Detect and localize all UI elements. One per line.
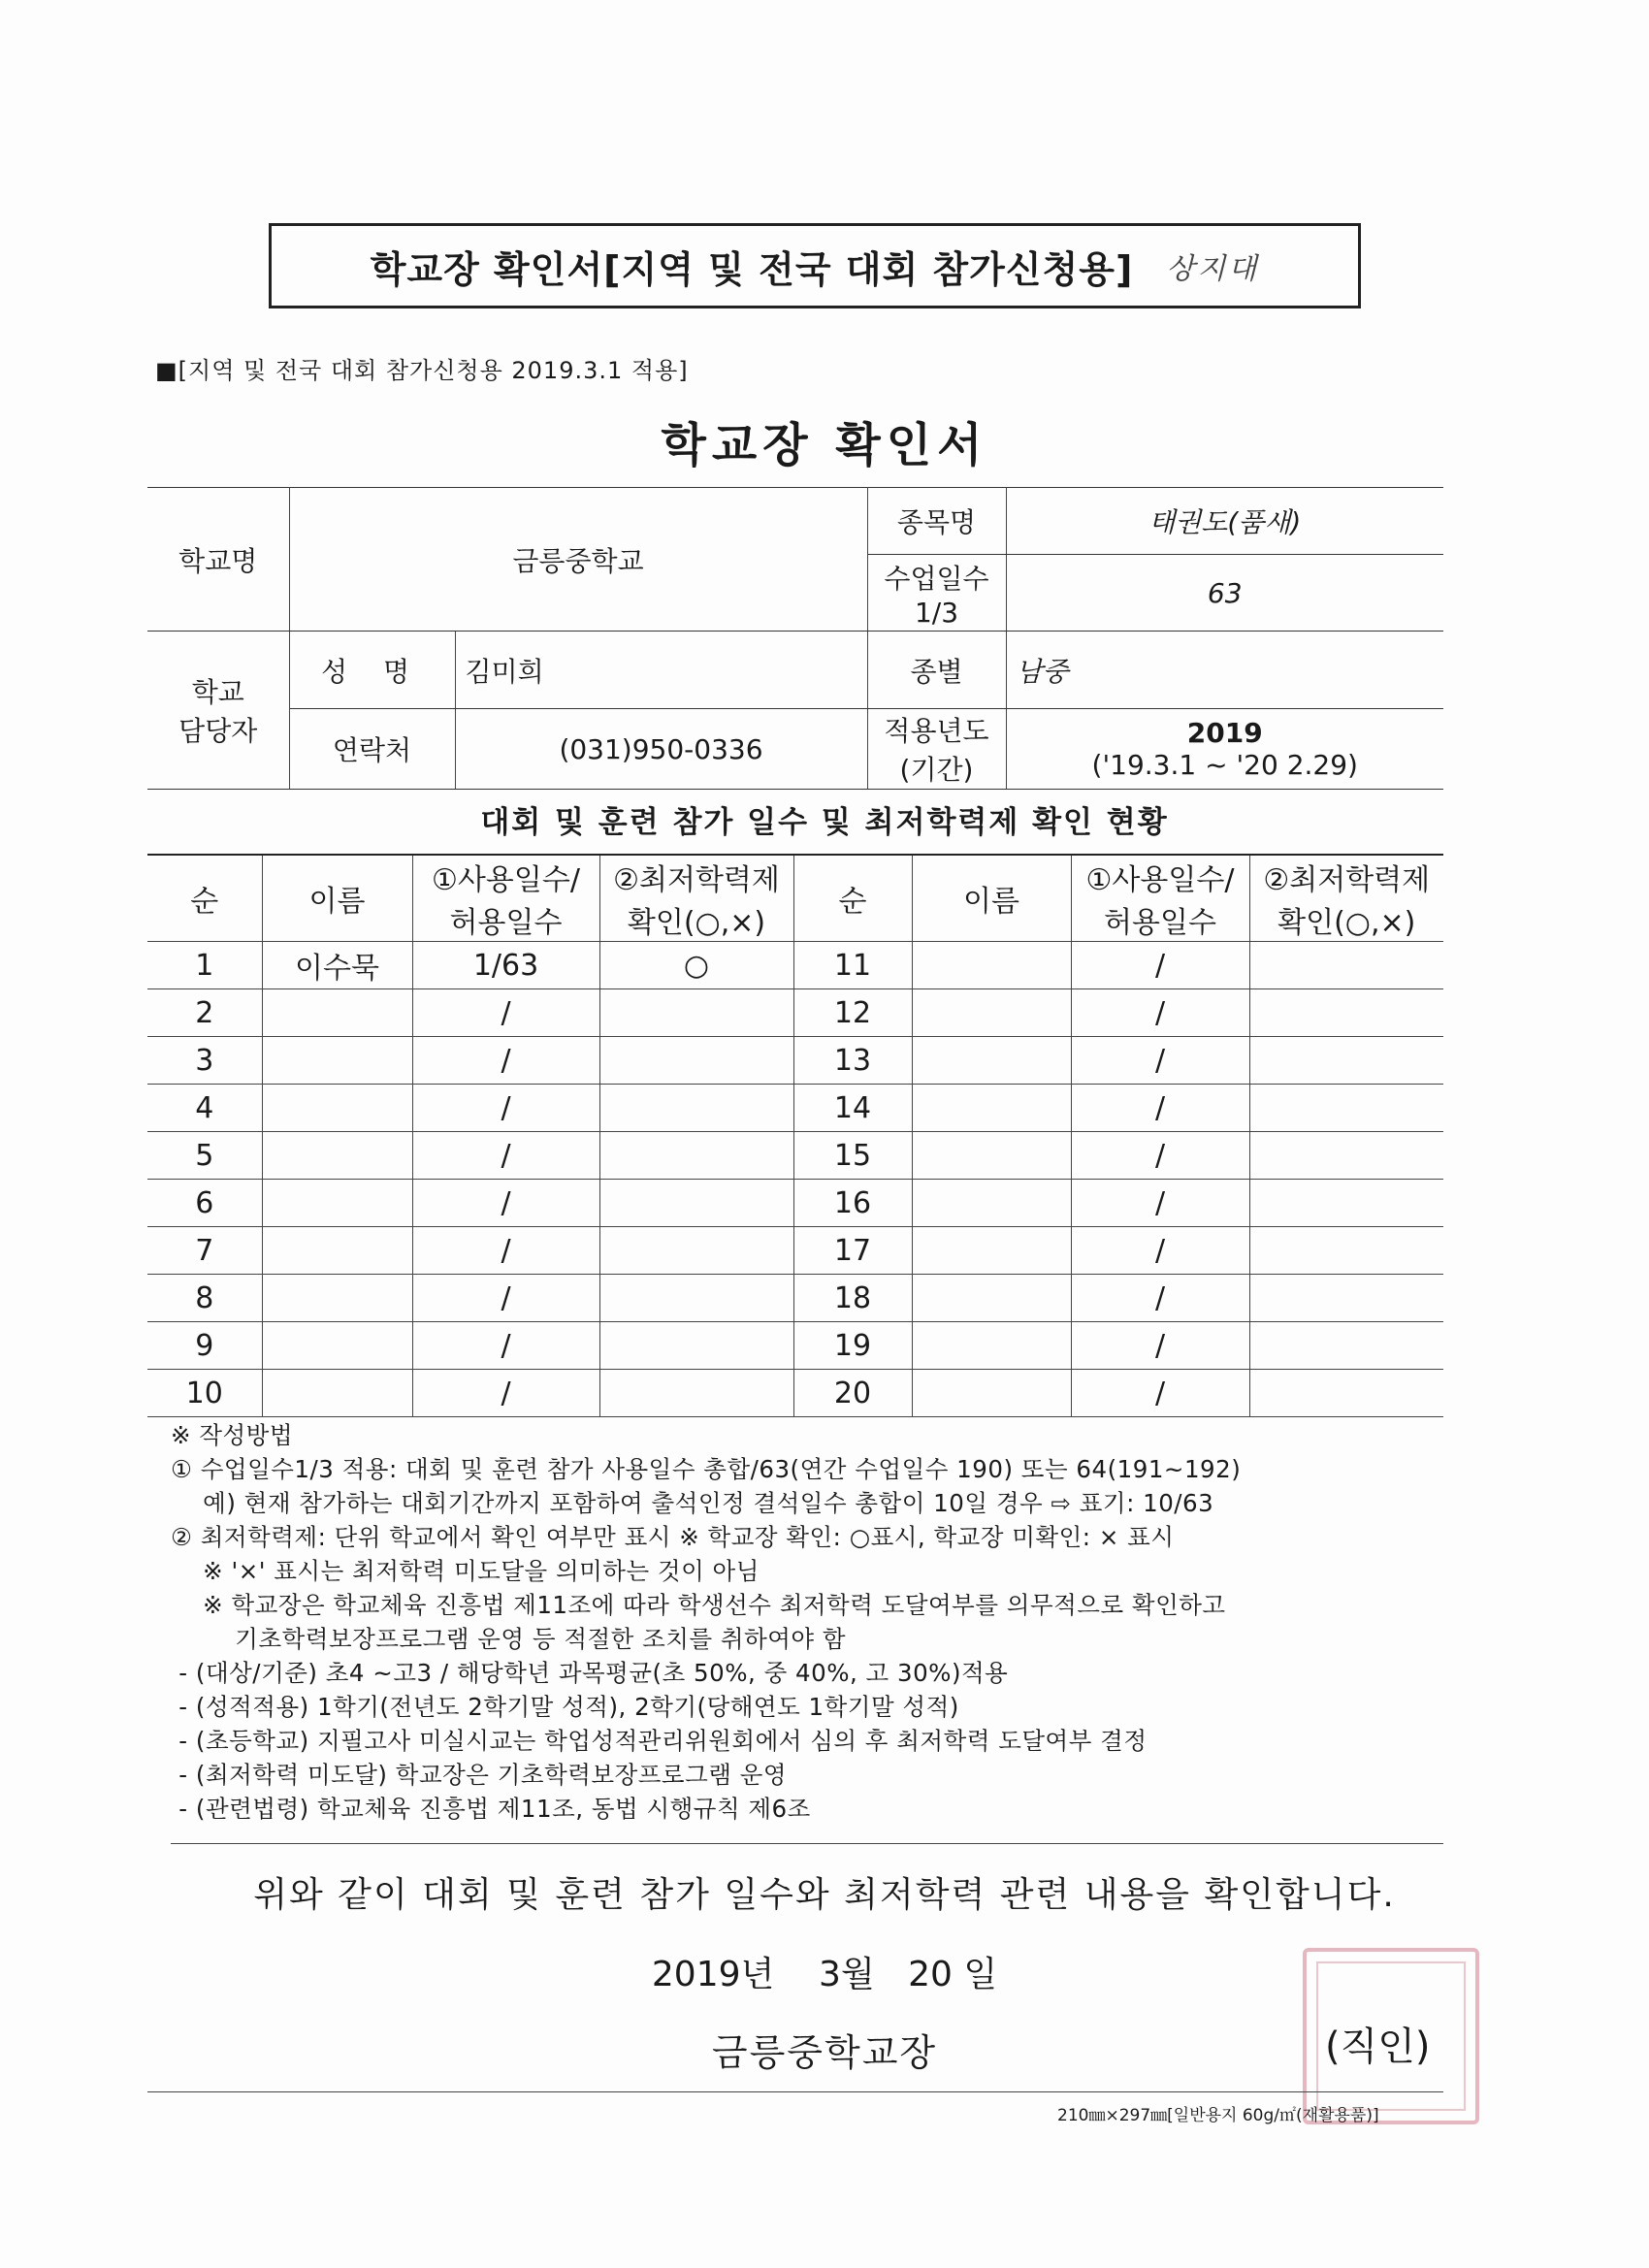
table-row bbox=[147, 1322, 1443, 1370]
row-name bbox=[262, 1227, 412, 1275]
note-line: - (관련법령) 학교체육 진흥법 제11조, 동법 시행규칙 제6조 bbox=[171, 1795, 811, 1823]
header-days-right bbox=[1071, 855, 1249, 942]
table-row bbox=[147, 1132, 1443, 1180]
row-check bbox=[1249, 989, 1443, 1037]
days-value: 63 bbox=[1006, 555, 1443, 632]
row-days: / bbox=[1071, 989, 1249, 1037]
name-label: 성 명 bbox=[289, 632, 455, 709]
row-days: / bbox=[1071, 1322, 1249, 1370]
year-label-line-2: (기간) bbox=[899, 754, 974, 786]
row-name bbox=[262, 1275, 412, 1322]
roster-body bbox=[147, 942, 1443, 1417]
row-check bbox=[599, 989, 793, 1037]
row-check bbox=[599, 1085, 793, 1132]
staff-label-line-1: 학교 bbox=[191, 676, 244, 708]
row-name bbox=[262, 1180, 412, 1227]
row-name bbox=[262, 1085, 412, 1132]
subhead: ■[지역 및 전국 대회 참가신청용 2019.3.1 적용] bbox=[155, 357, 689, 384]
row-name bbox=[912, 1180, 1071, 1227]
row-check bbox=[599, 1180, 793, 1227]
row-name bbox=[262, 1322, 412, 1370]
row-days: 1/63 bbox=[412, 942, 599, 989]
row-no: 8 bbox=[147, 1275, 262, 1322]
header-days-line-1: ①사용일수/ bbox=[1085, 863, 1235, 897]
row-days: / bbox=[412, 1037, 599, 1085]
row-check bbox=[1249, 1275, 1443, 1322]
year-value-cell bbox=[1006, 709, 1443, 790]
row-check bbox=[1249, 1085, 1443, 1132]
info-row-name bbox=[147, 632, 1443, 709]
header-days-line-2: 허용일수 bbox=[1104, 906, 1216, 940]
row-no: 15 bbox=[793, 1132, 912, 1180]
row-days: / bbox=[412, 1132, 599, 1180]
row-no: 16 bbox=[793, 1180, 912, 1227]
year-label bbox=[867, 709, 1006, 790]
row-days: / bbox=[1071, 1037, 1249, 1085]
contact-label: 연락처 bbox=[289, 709, 455, 790]
header-check-line-2: 확인(○,×) bbox=[627, 906, 766, 940]
row-days: / bbox=[1071, 1180, 1249, 1227]
event-value: 태권도(품새) bbox=[1006, 488, 1443, 555]
row-name bbox=[912, 1085, 1071, 1132]
seal-label: (직인) bbox=[1325, 2025, 1431, 2069]
row-days: / bbox=[1071, 1275, 1249, 1322]
row-name bbox=[912, 1037, 1071, 1085]
row-no: 19 bbox=[793, 1322, 912, 1370]
row-check: ○ bbox=[599, 942, 793, 989]
info-row-contact bbox=[147, 709, 1443, 790]
gender-value: 남중 bbox=[1006, 632, 1443, 709]
row-days: / bbox=[412, 1275, 599, 1322]
note-line: - (성적적용) 1학기(전년도 2학기말 성적), 2학기(당해연도 1학기말 성적) bbox=[171, 1693, 959, 1721]
row-no: 20 bbox=[793, 1370, 912, 1417]
row-name bbox=[912, 1132, 1071, 1180]
header-check-right bbox=[1249, 855, 1443, 942]
row-no: 13 bbox=[793, 1037, 912, 1085]
row-check bbox=[599, 1275, 793, 1322]
document-title: 학교장 확인서 bbox=[661, 418, 988, 472]
note-line: - (대상/기준) 초4 ~고3 / 해당학년 과목평균(초 50%, 중 40%, 고 30%)적용 bbox=[171, 1659, 1009, 1687]
row-no: 10 bbox=[147, 1370, 262, 1417]
row-no: 5 bbox=[147, 1132, 262, 1180]
row-name: 이수묵 bbox=[262, 942, 412, 989]
table-row bbox=[147, 1275, 1443, 1322]
row-check bbox=[599, 1227, 793, 1275]
header-name-right: 이름 bbox=[912, 855, 1071, 942]
row-check bbox=[599, 1322, 793, 1370]
notes-block bbox=[171, 1418, 1241, 1826]
row-check bbox=[1249, 942, 1443, 989]
row-check bbox=[599, 1132, 793, 1180]
header-check-line-2: 확인(○,×) bbox=[1277, 906, 1416, 940]
row-days: / bbox=[1071, 1085, 1249, 1132]
row-name bbox=[912, 1227, 1071, 1275]
issue-date: 2019년 3월 20 일 bbox=[651, 1955, 998, 1994]
days-label bbox=[867, 555, 1006, 632]
table-row bbox=[147, 1085, 1443, 1132]
row-days: / bbox=[1071, 1132, 1249, 1180]
principal-name: 금릉중학교장 bbox=[711, 2031, 938, 2074]
note-line: - (초등학교) 지필고사 미실시교는 학업성적관리위원회에서 심의 후 최저학력 도달여부 결정 bbox=[171, 1727, 1148, 1755]
roster-section-title: 대회 및 훈련 참가 일수 및 최저학력제 확인 현황 bbox=[480, 805, 1169, 840]
header-check-line-1: ②최저학력제 bbox=[613, 863, 780, 897]
contact-value: (031)950-0336 bbox=[455, 709, 867, 790]
row-name bbox=[912, 942, 1071, 989]
row-name bbox=[262, 989, 412, 1037]
header-no-right: 순 bbox=[793, 855, 912, 942]
table-row bbox=[147, 1037, 1443, 1085]
row-no: 17 bbox=[793, 1227, 912, 1275]
notes-divider bbox=[171, 1843, 1443, 1844]
gender-label: 종별 bbox=[867, 632, 1006, 709]
table-row bbox=[147, 1370, 1443, 1417]
info-row-event bbox=[147, 488, 1443, 555]
note-line: ※ 작성방법 bbox=[171, 1421, 293, 1449]
days-label-line-1: 수업일수 bbox=[884, 562, 989, 595]
row-no: 14 bbox=[793, 1085, 912, 1132]
header-days-left bbox=[412, 855, 599, 942]
year-label-line-1: 적용년도 bbox=[884, 715, 989, 747]
roster-header-row bbox=[147, 855, 1443, 942]
staff-label bbox=[147, 632, 289, 790]
period-value: ('19.3.1 ~ '20 2.29) bbox=[1091, 749, 1358, 781]
table-row bbox=[147, 989, 1443, 1037]
school-value: 금릉중학교 bbox=[289, 488, 867, 632]
row-name bbox=[912, 1275, 1071, 1322]
row-name bbox=[262, 1037, 412, 1085]
note-line: ② 최저학력제: 단위 학교에서 확인 여부만 표시 ※ 학교장 확인: ○표시, 학교장 미확인: × 표시 bbox=[171, 1523, 1175, 1551]
row-check bbox=[1249, 1132, 1443, 1180]
info-table bbox=[147, 487, 1443, 790]
row-no: 1 bbox=[147, 942, 262, 989]
table-row bbox=[147, 1227, 1443, 1275]
note-line: 예) 현재 참가하는 대회기간까지 포함하여 출석인정 결석일수 총합이 10일 경우 ⇨ 표기: 10/63 bbox=[171, 1489, 1214, 1517]
row-name bbox=[912, 1370, 1071, 1417]
row-name bbox=[912, 989, 1071, 1037]
row-name bbox=[262, 1370, 412, 1417]
confirm-statement: 위와 같이 대회 및 훈련 참가 일수와 최저학력 관련 내용을 확인합니다. bbox=[253, 1875, 1396, 1915]
year-value: 2019 bbox=[1186, 717, 1263, 749]
row-days: / bbox=[1071, 942, 1249, 989]
title-box bbox=[269, 223, 1361, 308]
note-line: ① 수업일수1/3 적용: 대회 및 훈련 참가 사용일수 총합/63(연간 수업일수 190) 또는 64(191~192) bbox=[171, 1455, 1242, 1483]
row-check bbox=[1249, 1322, 1443, 1370]
note-line: ※ '×' 표시는 최저학력 미도달을 의미하는 것이 아님 bbox=[171, 1557, 760, 1585]
header-no-left: 순 bbox=[147, 855, 262, 942]
row-check bbox=[1249, 1370, 1443, 1417]
row-days: / bbox=[412, 1180, 599, 1227]
handwritten-note: 상지대 bbox=[1166, 252, 1260, 286]
header-days-line-2: 허용일수 bbox=[449, 906, 563, 940]
table-row bbox=[147, 942, 1443, 989]
row-name bbox=[262, 1132, 412, 1180]
row-no: 11 bbox=[793, 942, 912, 989]
row-no: 9 bbox=[147, 1322, 262, 1370]
name-value: 김미희 bbox=[455, 632, 867, 709]
row-no: 12 bbox=[793, 989, 912, 1037]
header-name-left: 이름 bbox=[262, 855, 412, 942]
row-check bbox=[599, 1370, 793, 1417]
row-name bbox=[912, 1322, 1071, 1370]
header-check-line-1: ②최저학력제 bbox=[1263, 863, 1431, 897]
row-no: 4 bbox=[147, 1085, 262, 1132]
days-label-line-2: 1/3 bbox=[914, 596, 959, 629]
row-days: / bbox=[412, 1370, 599, 1417]
event-label: 종목명 bbox=[867, 488, 1006, 555]
header-check-left bbox=[599, 855, 793, 942]
school-label: 학교명 bbox=[147, 488, 289, 632]
staff-label-line-2: 담당자 bbox=[178, 715, 258, 747]
row-days: / bbox=[412, 989, 599, 1037]
row-no: 6 bbox=[147, 1180, 262, 1227]
table-row bbox=[147, 1180, 1443, 1227]
row-check bbox=[1249, 1227, 1443, 1275]
row-days: / bbox=[412, 1322, 599, 1370]
row-no: 3 bbox=[147, 1037, 262, 1085]
roster-table bbox=[147, 854, 1443, 1417]
note-line: ※ 학교장은 학교체육 진흥법 제11조에 따라 학생선수 최저학력 도달여부를 의무적으로 확인하고 bbox=[171, 1591, 1226, 1619]
row-no: 18 bbox=[793, 1275, 912, 1322]
note-line: - (최저학력 미도달) 학교장은 기초학력보장프로그램 운영 bbox=[171, 1761, 788, 1789]
header-days-line-1: ①사용일수/ bbox=[432, 863, 580, 897]
row-days: / bbox=[412, 1227, 599, 1275]
row-check bbox=[599, 1037, 793, 1085]
paper-spec-footer: 210㎜×297㎜[일반용지 60g/㎡(재활용품)] bbox=[1057, 2106, 1379, 2125]
footer-divider bbox=[147, 2091, 1443, 2092]
row-check bbox=[1249, 1037, 1443, 1085]
row-check bbox=[1249, 1180, 1443, 1227]
row-days: / bbox=[412, 1085, 599, 1132]
note-line: 기초학력보장프로그램 운영 등 적절한 조치를 취하여야 함 bbox=[171, 1625, 847, 1653]
row-days: / bbox=[1071, 1227, 1249, 1275]
title-box-text: 학교장 확인서[지역 및 전국 대회 참가신청용] bbox=[370, 247, 1134, 291]
row-no: 2 bbox=[147, 989, 262, 1037]
row-days: / bbox=[1071, 1370, 1249, 1417]
row-no: 7 bbox=[147, 1227, 262, 1275]
